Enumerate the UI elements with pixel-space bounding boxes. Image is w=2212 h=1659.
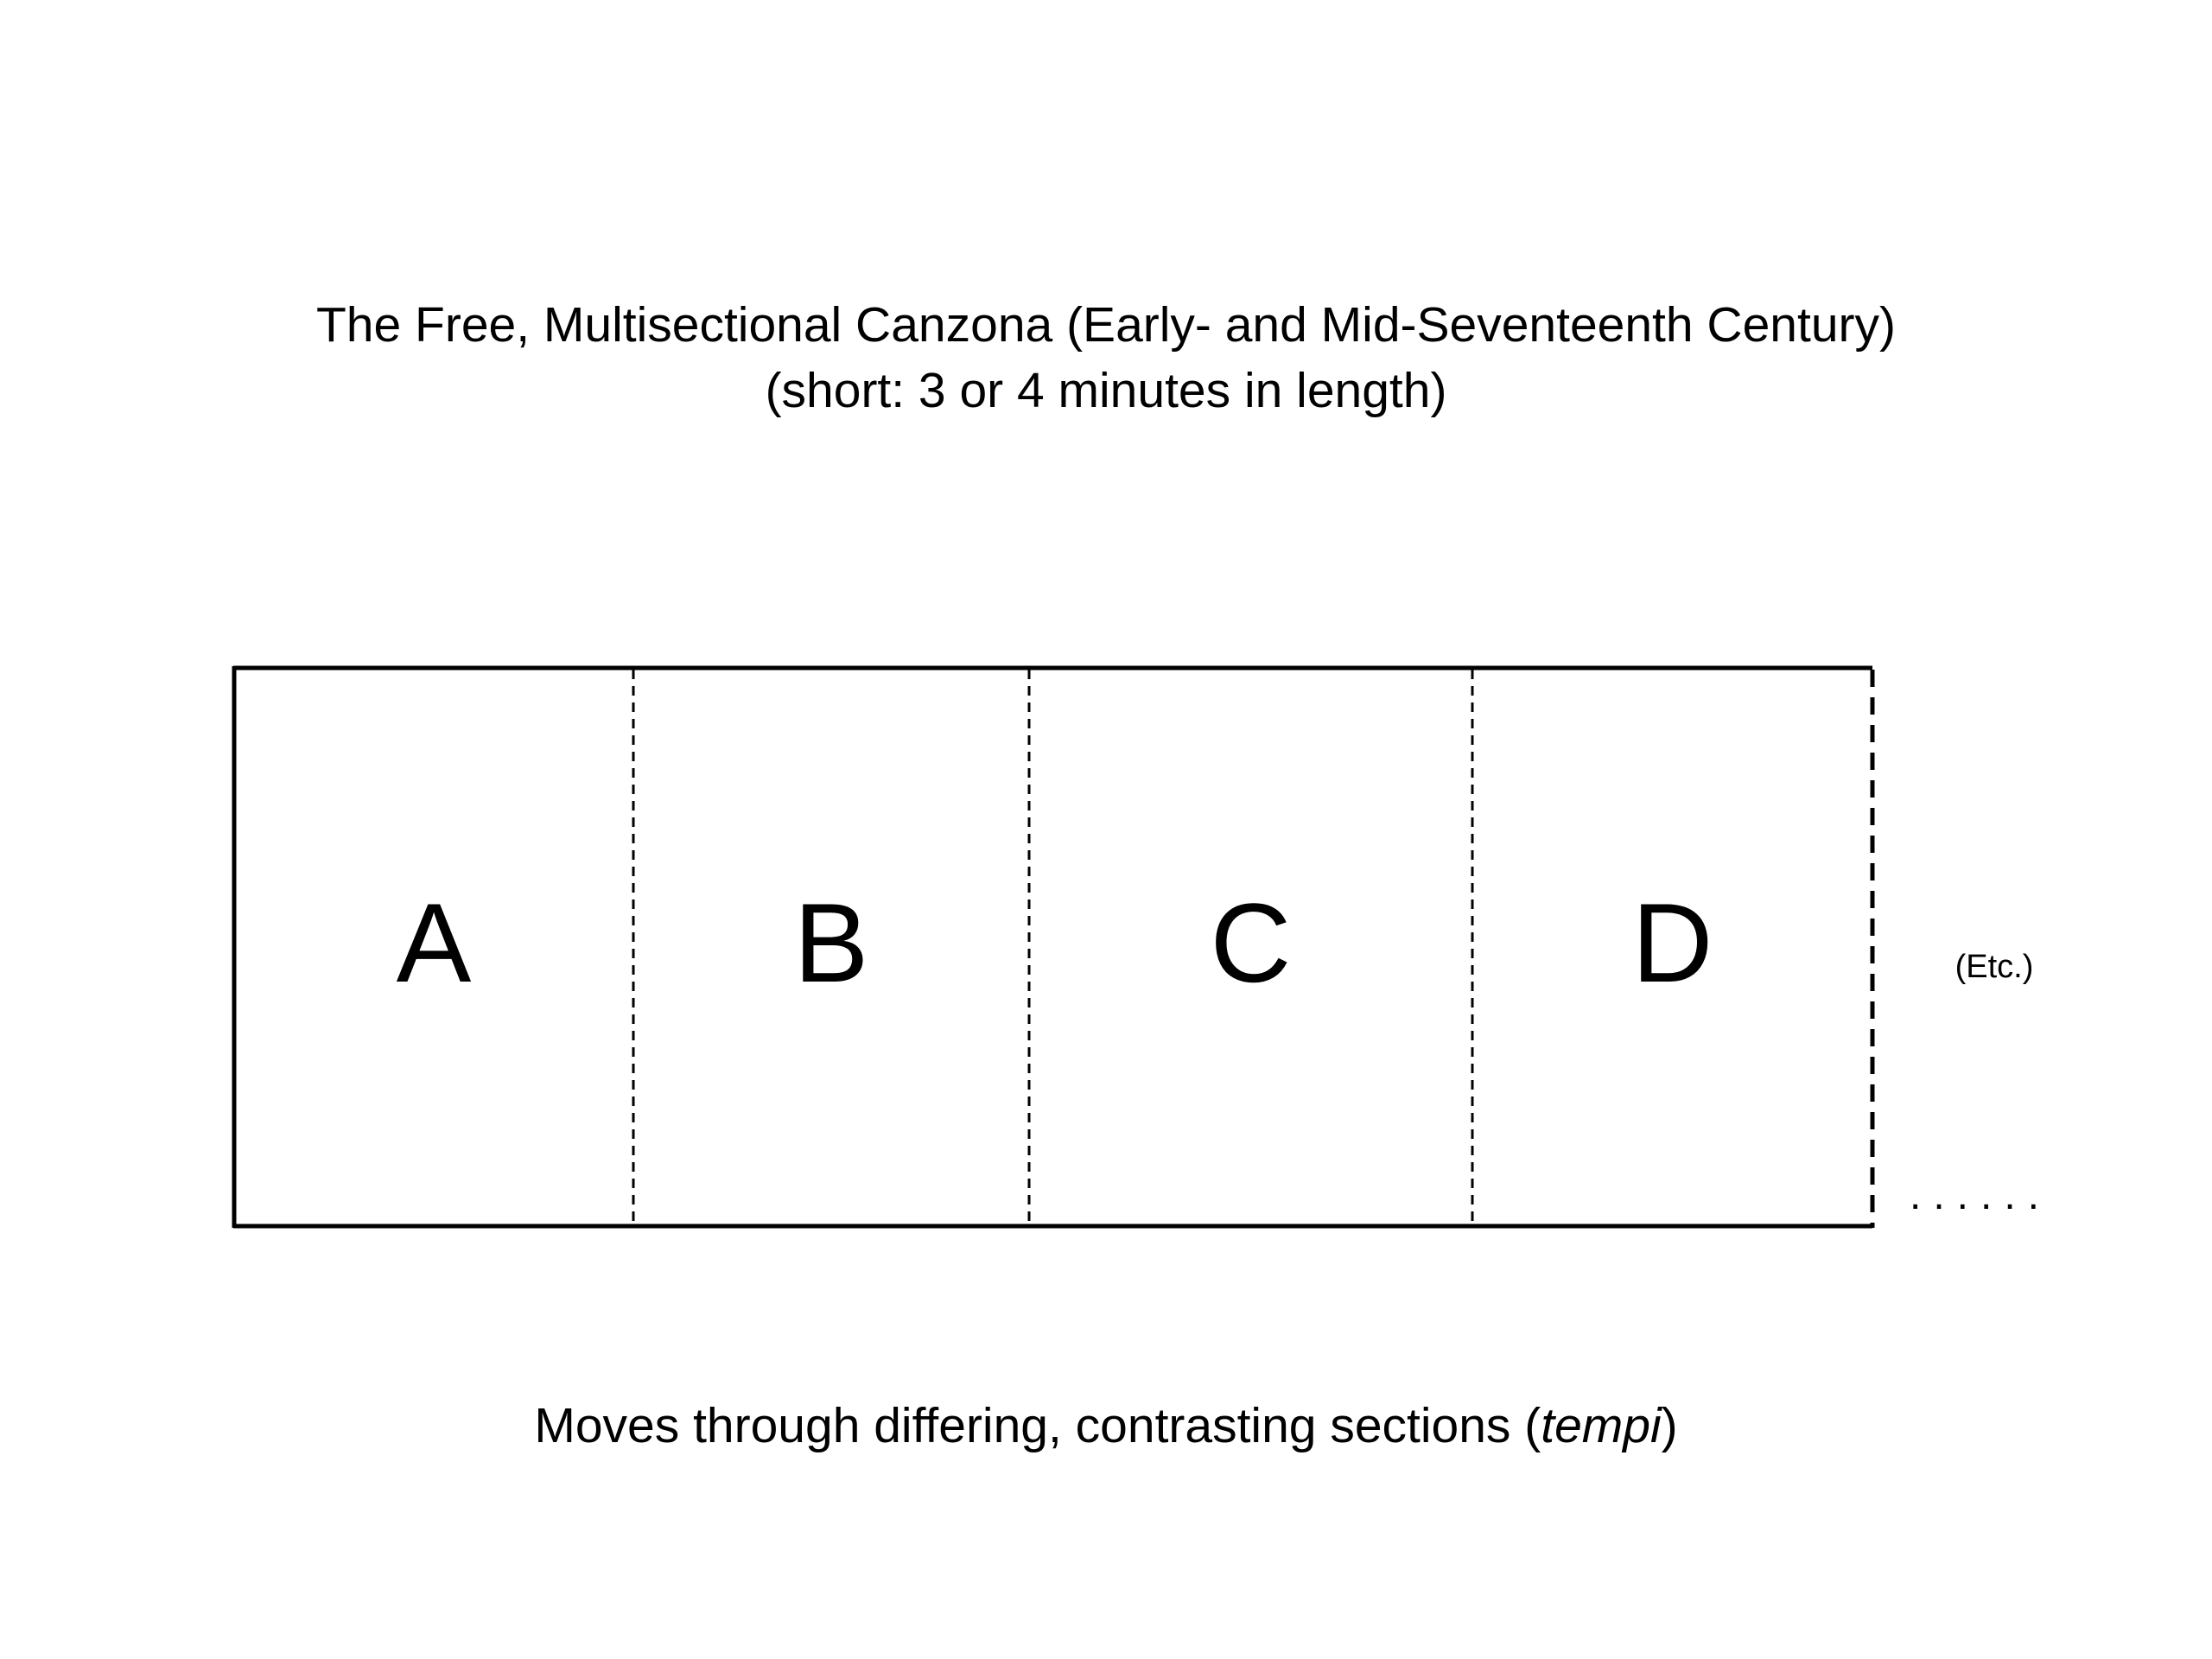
title-line-main: The Free, Multisectional Canzona (Early- and Mid-Seventeenth Century): [315, 297, 1896, 353]
section-b: [633, 668, 1029, 1226]
caption-prefix: Moves through differing, contrasting sections (: [534, 1398, 1541, 1453]
section-c-label: C: [1210, 880, 1292, 1006]
section-a-label: A: [396, 880, 472, 1006]
section-c: [1029, 668, 1472, 1226]
caption-suffix: ): [1661, 1398, 1678, 1453]
caption-emphasis: tempi: [1541, 1398, 1662, 1453]
section-a: [234, 668, 633, 1226]
title-line-subtitle: (short: 3 or 4 minutes in length): [765, 363, 1447, 418]
etc-label: (Etc.): [1955, 949, 2034, 985]
diagram-caption: [0, 1393, 2212, 1459]
section-d: [1472, 668, 1872, 1226]
continuation-dots: ......: [1910, 1173, 2052, 1218]
section-d-label: D: [1631, 880, 1713, 1006]
section-b-label: B: [793, 880, 869, 1006]
